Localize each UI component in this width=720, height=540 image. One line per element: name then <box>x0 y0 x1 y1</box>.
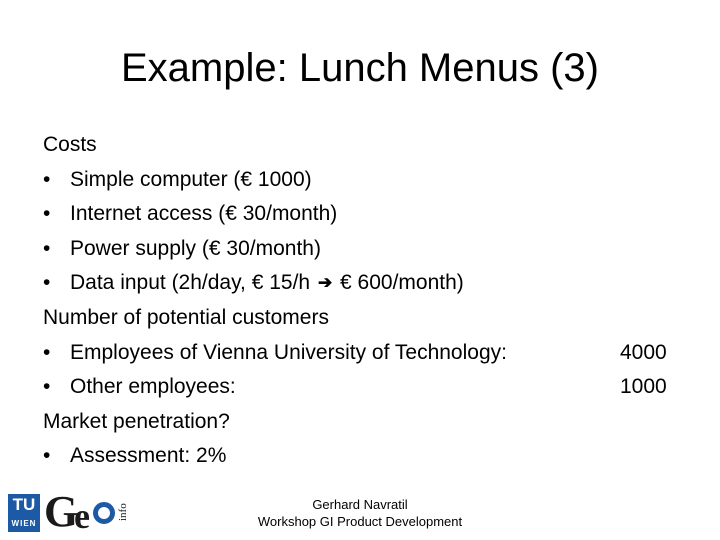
list-item <box>43 197 683 232</box>
customer-label-other: Other employees: <box>70 375 236 399</box>
geo-logo-o-ring <box>93 502 115 524</box>
list-item <box>43 266 683 301</box>
geo-logo-info: info <box>117 503 129 521</box>
footer-author: Gerhard Navratil <box>312 497 408 512</box>
cost-power: Power supply (€ 30/month) <box>70 236 321 260</box>
tu-geoinfo-logo <box>8 487 138 536</box>
slide-content <box>43 128 683 474</box>
list-item <box>43 163 683 198</box>
list-item <box>43 336 683 371</box>
bullet: • <box>43 375 51 399</box>
geo-logo-g: G <box>44 487 79 536</box>
bullet: • <box>43 167 51 191</box>
cost-data-input: Data input (2h/day, € 15/h <box>70 271 311 295</box>
customers-heading: Number of potential customers <box>43 305 329 329</box>
bullet: • <box>43 444 51 468</box>
tu-wien-logo <box>8 494 40 532</box>
slide-footer <box>230 496 490 530</box>
cost-internet: Internet access (€ 30/month) <box>70 202 338 226</box>
bullet: • <box>43 340 51 364</box>
cost-data-input-result: € 600/month) <box>340 271 464 295</box>
bullet: • <box>43 202 51 226</box>
list-item <box>43 439 683 474</box>
slide-title: Example: Lunch Menus (3) <box>120 46 599 90</box>
costs-heading: Costs <box>43 133 97 156</box>
assessment: Assessment: 2% <box>70 444 227 468</box>
geo-logo-e: e <box>74 496 90 536</box>
footer-event: Workshop GI Product Development <box>257 514 463 529</box>
tu-letters: TU <box>12 495 36 514</box>
market-heading: Market penetration? <box>43 409 230 433</box>
bullet: • <box>43 236 51 260</box>
customer-label-tu: Employees of Vienna University of Technology: <box>70 340 507 364</box>
list-item <box>43 370 683 405</box>
list-item <box>43 232 683 267</box>
bullet: • <box>43 271 51 295</box>
right-arrow-icon: ➔ <box>317 273 333 293</box>
customer-value-other: 1000 <box>620 375 667 399</box>
tu-wien-text: WIEN <box>11 519 37 528</box>
cost-computer: Simple computer (€ 1000) <box>70 167 312 191</box>
customer-value-tu: 4000 <box>620 340 667 364</box>
